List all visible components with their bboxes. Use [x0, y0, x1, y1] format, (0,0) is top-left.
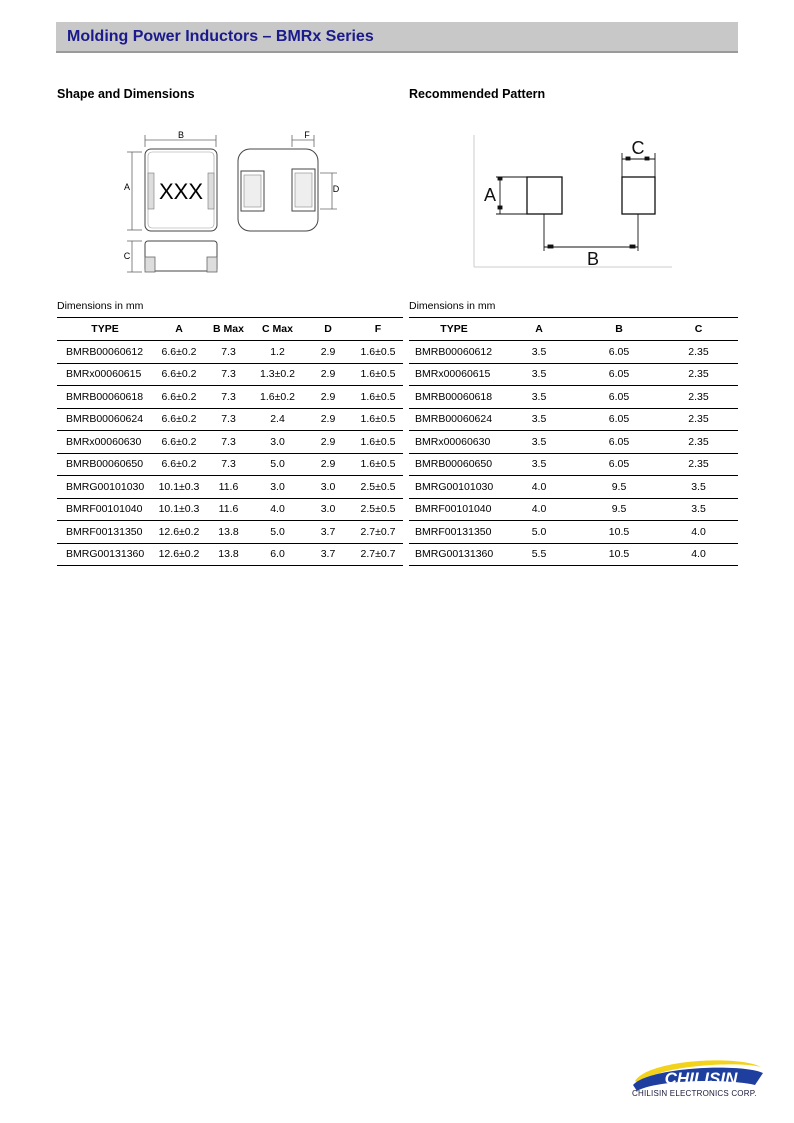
- dimensions-header-4: D: [303, 318, 353, 341]
- dimensions-cell: 6.6±0.2: [153, 341, 205, 364]
- pattern-cell: 6.05: [579, 453, 659, 476]
- dimensions-cell: 2.7±0.7: [353, 543, 403, 566]
- table-row: [409, 408, 738, 431]
- dimensions-cell: 2.9: [303, 363, 353, 386]
- pattern-cell: 3.5: [499, 453, 579, 476]
- dimensions-cell: 10.1±0.3: [153, 498, 205, 521]
- dimensions-cell: 13.8: [205, 543, 252, 566]
- pattern-cell: 4.0: [499, 498, 579, 521]
- dimensions-cell: 2.9: [303, 341, 353, 364]
- pattern-header-1: A: [499, 318, 579, 341]
- shape-label-c: C: [123, 251, 131, 261]
- pattern-cell: 4.0: [659, 521, 738, 544]
- document-title-bar: [56, 22, 738, 53]
- shape-label-a: A: [123, 182, 131, 192]
- dimensions-cell: 6.6±0.2: [153, 431, 205, 454]
- dimensions-cell: 2.4: [252, 408, 303, 431]
- pattern-cell: 3.5: [499, 341, 579, 364]
- table-row: [57, 453, 403, 476]
- dimensions-cell: 2.7±0.7: [353, 521, 403, 544]
- table-row: [57, 341, 403, 364]
- dimensions-cell: BMRF00131350: [57, 521, 153, 544]
- dimensions-cell: BMRB00060624: [57, 408, 153, 431]
- table-row: [409, 476, 738, 499]
- marking-text: XXX: [158, 179, 204, 204]
- pattern-cell: 3.5: [499, 363, 579, 386]
- pattern-cell: BMRB00060618: [409, 386, 499, 409]
- dimensions-cell: 1.2: [252, 341, 303, 364]
- dimensions-cell: 2.9: [303, 386, 353, 409]
- dimensions-header-0: TYPE: [57, 318, 153, 341]
- table-row: [409, 341, 738, 364]
- dimensions-cell: BMRG00131360: [57, 543, 153, 566]
- shape-dimensions-drawing: [115, 125, 350, 280]
- pattern-cell: 5.5: [499, 543, 579, 566]
- pattern-cell: BMRB00060624: [409, 408, 499, 431]
- pattern-cell: 6.05: [579, 408, 659, 431]
- shape-label-f: F: [304, 130, 310, 140]
- pad-left: [527, 177, 562, 214]
- dimensions-cell: 1.3±0.2: [252, 363, 303, 386]
- pattern-cell: 9.5: [579, 476, 659, 499]
- dimensions-cell: BMRF00101040: [57, 498, 153, 521]
- dimensions-cell: 3.0: [252, 476, 303, 499]
- dimensions-cell: 5.0: [252, 521, 303, 544]
- pattern-cell: 5.0: [499, 521, 579, 544]
- dimensions-cell: 6.6±0.2: [153, 386, 205, 409]
- table-row: [57, 386, 403, 409]
- pad-right: [622, 177, 655, 214]
- pattern-cell: 6.05: [579, 431, 659, 454]
- dimensions-cell: 7.3: [205, 341, 252, 364]
- dimensions-table-caption: Dimensions in mm: [57, 300, 144, 312]
- dimensions-cell: BMRx00060615: [57, 363, 153, 386]
- table-row: [57, 543, 403, 566]
- dimensions-cell: 7.3: [205, 431, 252, 454]
- dimensions-cell: 1.6±0.5: [353, 341, 403, 364]
- dimensions-cell: 3.7: [303, 521, 353, 544]
- pattern-label-b: B: [586, 249, 600, 269]
- dimensions-cell: BMRB00060618: [57, 386, 153, 409]
- pattern-label-c: C: [631, 138, 645, 158]
- shape-label-b: B: [177, 130, 185, 140]
- pattern-cell: 6.05: [579, 363, 659, 386]
- pattern-cell: BMRx00060630: [409, 431, 499, 454]
- table-row: [409, 521, 738, 544]
- pattern-cell: BMRG00131360: [409, 543, 499, 566]
- table-row: [409, 453, 738, 476]
- dimensions-cell: 6.6±0.2: [153, 408, 205, 431]
- logo-wordmark: CHILISIN: [664, 1069, 738, 1088]
- dimensions-cell: 12.6±0.2: [153, 543, 205, 566]
- dimensions-cell: 6.6±0.2: [153, 453, 205, 476]
- dimensions-cell: BMRB00060650: [57, 453, 153, 476]
- pattern-cell: 2.35: [659, 431, 738, 454]
- pattern-cell: 6.05: [579, 386, 659, 409]
- pattern-cell: BMRB00060650: [409, 453, 499, 476]
- pattern-cell: 6.05: [579, 341, 659, 364]
- dimensions-cell: 7.3: [205, 408, 252, 431]
- pattern-header-0: TYPE: [409, 318, 499, 341]
- table-row: [409, 498, 738, 521]
- pattern-cell: 10.5: [579, 521, 659, 544]
- dimensions-cell: 10.1±0.3: [153, 476, 205, 499]
- dimensions-cell: 1.6±0.5: [353, 363, 403, 386]
- shape-label-d: D: [332, 184, 340, 194]
- dimensions-cell: 1.6±0.5: [353, 431, 403, 454]
- pattern-cell: 3.5: [499, 386, 579, 409]
- pattern-cell: BMRB00060612: [409, 341, 499, 364]
- dimensions-cell: BMRG00101030: [57, 476, 153, 499]
- table-row: [57, 363, 403, 386]
- table-row: [409, 386, 738, 409]
- pattern-cell: 2.35: [659, 408, 738, 431]
- dimensions-cell: 2.9: [303, 453, 353, 476]
- dimensions-table: [57, 317, 403, 566]
- dimensions-cell: 3.0: [252, 431, 303, 454]
- shape-section-title: Shape and Dimensions: [57, 87, 195, 101]
- table-row: [409, 431, 738, 454]
- table-row: [57, 498, 403, 521]
- dimensions-cell: 1.6±0.5: [353, 408, 403, 431]
- document-title: Molding Power Inductors – BMRx Series: [67, 28, 374, 45]
- pattern-table-header: [409, 318, 738, 341]
- dimensions-cell: 5.0: [252, 453, 303, 476]
- company-name: CHILISIN ELECTRONICS CORP.: [632, 1089, 757, 1098]
- pattern-label-a: A: [483, 185, 497, 205]
- pattern-section-title: Recommended Pattern: [409, 87, 546, 101]
- pattern-header-3: C: [659, 318, 738, 341]
- pattern-cell: BMRx00060615: [409, 363, 499, 386]
- dimensions-cell: BMRx00060630: [57, 431, 153, 454]
- pattern-cell: 3.5: [499, 431, 579, 454]
- pattern-cell: 3.5: [499, 408, 579, 431]
- table-row: [57, 521, 403, 544]
- pattern-cell: 2.35: [659, 341, 738, 364]
- pattern-cell: 3.5: [659, 476, 738, 499]
- dimensions-cell: 7.3: [205, 363, 252, 386]
- dimensions-cell: 6.0: [252, 543, 303, 566]
- dimensions-cell: 3.0: [303, 476, 353, 499]
- table-row: [409, 363, 738, 386]
- table-row: [57, 408, 403, 431]
- pattern-cell: 2.35: [659, 386, 738, 409]
- pattern-cell: 2.35: [659, 363, 738, 386]
- pattern-cell: BMRG00101030: [409, 476, 499, 499]
- dimensions-cell: 2.9: [303, 431, 353, 454]
- dimensions-cell: 7.3: [205, 453, 252, 476]
- pattern-cell: BMRF00131350: [409, 521, 499, 544]
- pattern-table-caption: Dimensions in mm: [409, 300, 496, 312]
- dimensions-cell: 12.6±0.2: [153, 521, 205, 544]
- dimensions-cell: 1.6±0.5: [353, 386, 403, 409]
- dimensions-cell: 13.8: [205, 521, 252, 544]
- dimensions-cell: 11.6: [205, 498, 252, 521]
- recommended-pattern-drawing: [472, 135, 677, 270]
- dimensions-cell: 2.5±0.5: [353, 476, 403, 499]
- table-row: [409, 543, 738, 566]
- dimensions-cell: 2.5±0.5: [353, 498, 403, 521]
- pattern-cell: 3.5: [659, 498, 738, 521]
- dimensions-cell: 4.0: [252, 498, 303, 521]
- pattern-cell: 9.5: [579, 498, 659, 521]
- dimensions-cell: BMRB00060612: [57, 341, 153, 364]
- dimensions-header-1: A: [153, 318, 205, 341]
- dimensions-header-3: C Max: [252, 318, 303, 341]
- pattern-cell: 4.0: [659, 543, 738, 566]
- dimensions-table-header: [57, 318, 403, 341]
- pattern-cell: 10.5: [579, 543, 659, 566]
- dimensions-cell: 3.7: [303, 543, 353, 566]
- dimensions-cell: 2.9: [303, 408, 353, 431]
- dimensions-cell: 6.6±0.2: [153, 363, 205, 386]
- dimensions-cell: 7.3: [205, 386, 252, 409]
- dimensions-cell: 11.6: [205, 476, 252, 499]
- dimensions-cell: 1.6±0.2: [252, 386, 303, 409]
- pattern-header-2: B: [579, 318, 659, 341]
- dimensions-cell: 1.6±0.5: [353, 453, 403, 476]
- table-row: [57, 476, 403, 499]
- pattern-cell: BMRF00101040: [409, 498, 499, 521]
- table-row: [57, 431, 403, 454]
- dimensions-header-2: B Max: [205, 318, 252, 341]
- pattern-cell: 2.35: [659, 453, 738, 476]
- pattern-table: [409, 317, 738, 566]
- inductor-side-view: [145, 241, 217, 271]
- dimensions-cell: 3.0: [303, 498, 353, 521]
- pattern-cell: 4.0: [499, 476, 579, 499]
- dimensions-header-5: F: [353, 318, 403, 341]
